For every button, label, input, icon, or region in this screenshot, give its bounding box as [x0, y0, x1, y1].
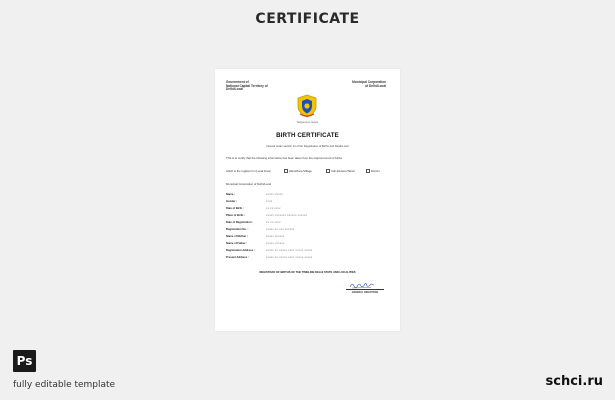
page-title: CERTIFICATE: [255, 11, 360, 27]
locality-row: [226, 169, 391, 173]
header-right-line: Municipal Corporation: [352, 80, 386, 84]
checkbox-icon: [284, 169, 288, 173]
field-label: Date of Registration :: [226, 221, 254, 224]
field-value: xxxxx xxxxxxx xxxxxx xxxxxx: [266, 214, 308, 217]
field-row: [226, 207, 391, 213]
certificate-title: BIRTH CERTIFICATE: [276, 132, 339, 139]
intro-text: This is to certify that the following information has been taken from the original record of births: [226, 156, 342, 160]
field-label: Name :: [226, 193, 235, 196]
municipal-line: Municipal Corporation of Delhi/Local: [226, 182, 271, 186]
field-value: xx.xx.xxxx: [266, 221, 281, 224]
locality-option: Sub-Division/Tehsil: [326, 169, 355, 173]
checkbox-icon: [366, 169, 370, 173]
field-label: Name of Father :: [226, 242, 248, 245]
field-value: xxxx: [266, 200, 273, 203]
header-right-line: of Delhi/Local: [365, 83, 386, 88]
locality-option: Ward/Zone/Village: [284, 169, 312, 173]
template-caption: fully editable template: [13, 380, 116, 390]
header-left-line: National Capital Territory of: [226, 83, 268, 88]
field-value: xxxxx xxxxx: [266, 193, 283, 196]
signature-icon: [349, 281, 375, 289]
field-row: [226, 235, 391, 241]
checkbox-icon: [326, 169, 330, 173]
certificate-document: [215, 69, 400, 331]
field-value: xxxxx xxxxxx: [266, 242, 285, 245]
field-value: xx.xx.xxxx: [266, 207, 281, 210]
field-row: [226, 228, 391, 234]
field-row: [226, 221, 391, 227]
field-label: Present Address :: [226, 256, 249, 259]
header-left-line: Government of: [226, 80, 249, 84]
header-left-line: Delhi/Local: [226, 87, 244, 92]
header-left: [226, 81, 286, 92]
field-label: Name of Mother :: [226, 235, 248, 238]
field-value: xxxxx xx xxxxx xxxx xxxxx xxxxx: [266, 256, 313, 259]
signature-caption: GENERAL REGISTRAR: [351, 291, 379, 294]
field-row: [226, 256, 391, 262]
field-row: [226, 242, 391, 248]
field-value: xxxxx.xx.xxx.xxxxxx: [266, 228, 295, 231]
field-label: Registration Address :: [226, 249, 255, 252]
site-watermark: schci.ru: [545, 374, 603, 389]
locality-intro: which is the register for (Local Area): [226, 169, 271, 173]
locality-option: District: [366, 169, 380, 173]
certificate-subtitle: (Issued under section 12 of the Registration of Births and Deaths Act): [266, 145, 349, 148]
photoshop-icon: Ps: [13, 350, 36, 372]
state-emblem-icon: [296, 94, 318, 118]
field-label: Registration No. :: [226, 228, 249, 231]
field-row: [226, 193, 391, 199]
field-value: xxxxx xx xxxxx xxxx xxxxx xxxxx: [266, 249, 313, 252]
field-row: [226, 249, 391, 255]
field-label: Date of Birth :: [226, 207, 244, 210]
field-row: [226, 200, 391, 206]
field-value: xxxxx xxxxxx: [266, 235, 285, 238]
field-row: [226, 214, 391, 220]
field-label: Gender :: [226, 200, 238, 203]
header-right: [336, 81, 386, 88]
registrar-heading: REGISTRAR OF BIRTHS OF THE TIMELINE DELHI STATE AND LOCALITIES: [259, 271, 356, 274]
signature-line: [346, 289, 384, 290]
field-label: Place of Birth :: [226, 214, 245, 217]
emblem-caption: Satyameva Jayate: [296, 121, 319, 124]
